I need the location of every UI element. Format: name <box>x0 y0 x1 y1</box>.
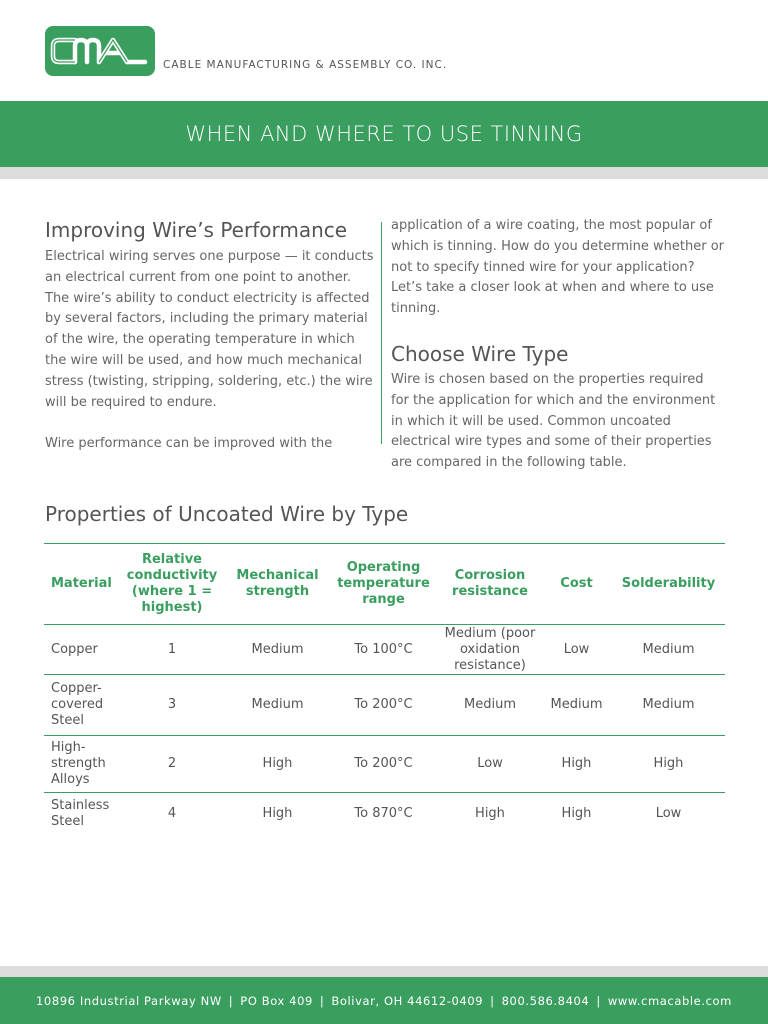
cell-conductivity: 4 <box>167 805 177 821</box>
cell-solderability: Medium <box>612 675 725 736</box>
cell-conductivity: 2 <box>117 736 227 793</box>
cell-mechanical-strength: High <box>227 736 328 793</box>
column-divider <box>381 222 382 444</box>
footer-separator: | <box>228 993 234 1008</box>
cell-temperature: To 870°C <box>354 805 413 821</box>
intro-paragraph-2-continued: application of a wire coating, the most popular of which is tinning. How do you determine whether or not to specify tinned wire for your application? Let’s take a closer look at when and where to use tinning. <box>391 218 725 317</box>
footer-phone[interactable]: 800.586.8404 <box>501 993 590 1008</box>
header-cost: Cost <box>541 544 612 625</box>
header-mechanical-strength: Mechanical strength <box>227 544 328 625</box>
cell-mechanical-strength: Medium <box>227 675 328 736</box>
right-column <box>391 218 724 474</box>
footer-separator: | <box>319 993 325 1008</box>
footer-address: 10896 Industrial Parkway NW <box>36 993 222 1008</box>
company-name: CABLE MANUFACTURING & ASSEMBLY CO. INC. <box>163 59 448 71</box>
cell-cost: Medium <box>541 675 612 736</box>
footer-contact <box>36 994 732 1008</box>
cell-cost: Low <box>541 625 612 675</box>
title-banner <box>0 101 768 167</box>
header-material: Material <box>44 544 117 625</box>
footer-strip <box>0 966 768 977</box>
cell-mechanical-strength: Medium <box>227 625 328 675</box>
left-column <box>45 218 375 455</box>
table-row <box>44 736 725 793</box>
intro-heading: Improving Wire’s Performance <box>45 218 348 242</box>
choose-paragraph: Wire is chosen based on the properties required for the application for which and the environment in which it will be used. Common uncoated electrical wire types and some of their properties are compared in the following table. <box>391 371 716 471</box>
table-row <box>44 793 725 835</box>
table-header-row <box>44 544 725 625</box>
cell-conductivity: 1 <box>117 625 227 675</box>
footer-separator: | <box>490 993 495 1008</box>
cell-material: Stainless Steel <box>51 797 110 829</box>
cell-cost: High <box>541 736 612 793</box>
footer <box>0 977 768 1024</box>
properties-table <box>44 543 725 835</box>
cell-conductivity: 3 <box>117 675 227 736</box>
cell-material: Copper-covered Steel <box>44 675 117 736</box>
cell-corrosion: Medium <box>439 675 541 736</box>
header-corrosion-resistance: Corrosion resistance <box>439 544 541 625</box>
cma-logo-icon <box>45 26 155 76</box>
cell-cost: High <box>561 805 592 821</box>
cell-material: Copper <box>44 625 117 675</box>
header-solderability: Solderability <box>612 544 725 625</box>
header-operating-temperature: Operating temperature range <box>328 544 439 625</box>
cell-corrosion: High <box>475 805 505 821</box>
table-title: Properties of Uncoated Wire by Type <box>45 502 409 526</box>
cell-solderability: Low <box>655 805 682 821</box>
cell-solderability: Medium <box>612 625 725 675</box>
cell-mechanical-strength: High <box>262 805 293 821</box>
cell-temperature: To 100°C <box>328 625 439 675</box>
footer-website-link[interactable]: www.cmacable.com <box>607 993 732 1008</box>
banner-strip <box>0 167 768 179</box>
page-title: WHEN AND WHERE TO USE TINNING <box>185 122 583 146</box>
choose-heading: Choose Wire Type <box>391 341 569 366</box>
footer-city: Bolivar, OH 44612-0409 <box>331 993 484 1008</box>
footer-po-box: PO Box 409 <box>240 993 313 1008</box>
cell-temperature: To 200°C <box>328 736 439 793</box>
intro-paragraph-1: Electrical wiring serves one purpose — it conducts an electrical current from one point to another. The wire’s ability to conduct electricity is affected by several factors, including the primary material of the wire, the operating temperature in which the wire will be used, and how much mechanical stress (twisting, stripping, soldering, etc.) the wire will be required to endure. <box>45 249 374 410</box>
cell-corrosion: Medium (poor oxidation resistance) <box>439 625 541 675</box>
cell-material: High-strength Alloys <box>44 736 117 793</box>
table-row <box>44 625 725 675</box>
header-relative-conductivity: Relative conductivity (where 1 = highest) <box>117 544 227 625</box>
cell-corrosion: Low <box>439 736 541 793</box>
footer-separator: | <box>596 993 601 1008</box>
table-row <box>44 675 725 736</box>
cell-solderability: High <box>612 736 725 793</box>
intro-paragraph-2: Wire performance can be improved with the <box>45 436 333 452</box>
cell-temperature: To 200°C <box>328 675 439 736</box>
